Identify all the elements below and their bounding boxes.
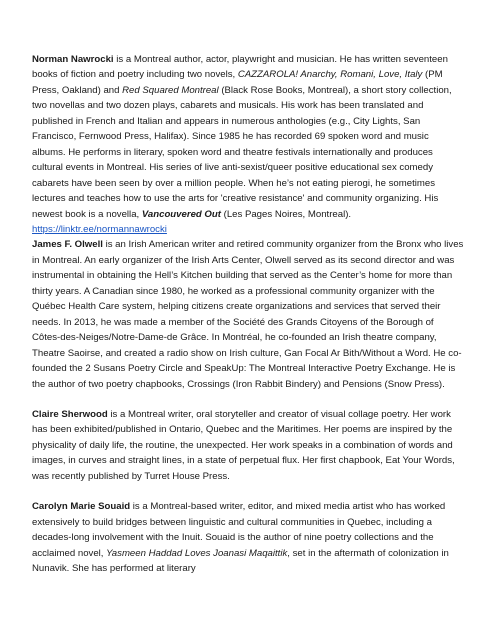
bio-text: (PM Press, Oakland) and [32,69,443,96]
author-name: James F. Olwell [32,239,103,251]
book-title: Yasmeen Haddad Loves Joanasi Maqaittik [106,547,288,559]
bio-james-olwell [32,237,464,392]
bio-text: is a Montreal author, actor, playwright and musician. He has written seventeen books of fiction and poetry including two novels, [32,54,448,81]
book-title: CAZZAROLA! Anarchy, Romani, Love, Italy [237,69,423,81]
bio-text: (Black Rose Books, Montreal), a short story collection, two novellas and two dozen plays, cabarets and musicals. His work has been translated and published in French and Italian and appears in numerous anthologies (e.g., City Lights, San Francisco, Fernwood Press, Halifax). Since 1985 he has recorded 69 spoken word and music albums. He performs in literary, spoken word and theatre festivals internationally and produces cultural events in Montreal. His series of live anti-sexist/queer positive educational sex comedy cabarets have been seen by over a million people. When he’s not eating pierogi, he sometimes lectures and teaches how to use the arts for 'creative resistance' and community organizing. His newest book is a novella, [32,84,452,220]
book-title: Vancouvered Out [141,208,221,220]
bio-norman-nawrocki [32,52,464,237]
author-name: Norman Nawrocki [32,54,114,65]
bio-text: , set in the aftermath of colonization in Nunavik. She has performed at literary [32,547,449,575]
bio-claire-sherwood [32,407,464,484]
author-name: Claire Sherwood [32,408,108,420]
book-title: Red Squared Montreal [122,84,219,96]
author-link[interactable]: https://linktr.ee/normannawrocki [32,223,167,235]
bio-text: is a Montreal writer, oral storyteller and creator of visual collage poetry. Her work has been exhibited/published in Ontario, Quebec and the Maritimes. Her poems are inspired by the physicality of daily life, the routine, the unexpected. Her work speaks in a combination of words and images, in curves and straight lines, in a state of perpetual flux. Her first chapbook, Eat Your Words, was recently published by Turret House Press. [32,408,455,482]
bio-text: is an Irish American writer and retired community organizer from the Bronx who lives in Montreal. An early organizer of the Irish Arts Center, Olwell served as its second director and was instrumental in obtaining the Hell’s Kitchen building that served as the Center’s home for more than thirty years. A Canadian since 1980, he worked as a professional community organizer with the Québec Health Care system, helping citizens create organizations and services that served their needs. In 2013, he was made a member of the Société des Grands Citoyens of the Borough of Côtes-des-Neiges/Notre-Dame-de Grâce. In Montréal, he co-founded an Irish theatre company, Theatre Saoirse, and created a radio show on Irish culture, Gan Focal Ar Bith/Without a Word. He co-founded the 2 Susans Poetry Circle and SpeakUp: The Montreal Interactive Poetry Exchange. He is the author of two poetry chapbooks, Crossings (Iron Rabbit Bindery) and Pensions (Snow Press). [32,239,464,390]
bio-text: (Les Pages Noires, Montreal). [220,208,352,220]
author-name: Carolyn Marie Souaid [32,501,131,513]
bio-text: is a Montreal-based writer, editor, and mixed media artist who has worked extensively to build bridges between linguistic and cultural communities in Quebec, including a decades-long involvement with the Inuit. Souaid is the author of nine poetry collections and the acclaimed novel, [32,501,446,559]
bio-carolyn-souaid [32,499,464,576]
